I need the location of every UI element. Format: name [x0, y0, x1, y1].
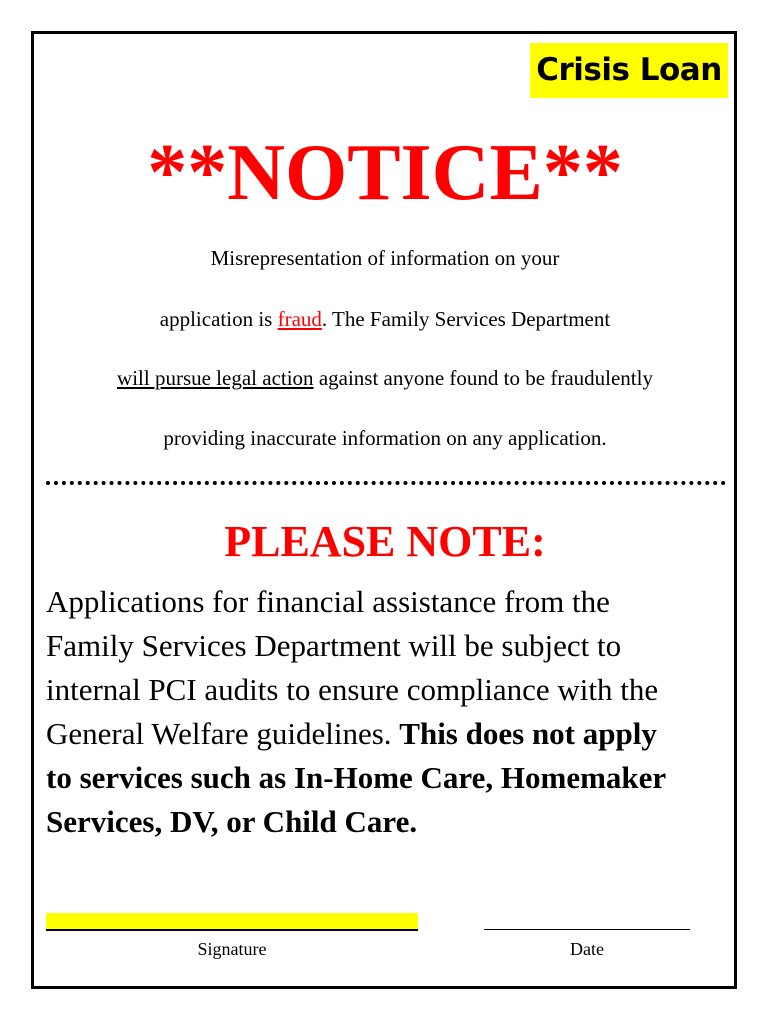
legal-action-phrase: will pursue legal action	[117, 366, 314, 390]
signature-label: Signature	[197, 939, 267, 959]
body-line-4-bold: This does not apply	[399, 716, 657, 751]
fraud-word: fraud	[277, 307, 322, 331]
notice-line-3-post: against anyone found to be fraudulently	[313, 366, 653, 390]
crisis-loan-tag: Crisis Loan	[530, 43, 728, 98]
body-line-2: Family Services Department will be subject to	[46, 628, 622, 663]
body-line-6	[46, 800, 726, 844]
notice-line-2	[0, 306, 770, 332]
date-line[interactable]	[484, 929, 690, 930]
please-note-heading: PLEASE NOTE:	[224, 517, 546, 566]
body-line-3: internal PCI audits to ensure compliance with the	[46, 672, 659, 707]
notice-line-1: Misrepresentation of information on your	[210, 246, 560, 270]
signature-line[interactable]	[46, 913, 418, 931]
body-line-1: Applications for financial assistance from the	[46, 584, 610, 619]
body-line-6-bold: Services, DV, or Child Care.	[46, 804, 418, 839]
body-line-4-normal: General Welfare guidelines.	[46, 716, 400, 751]
notice-line-4: providing inaccurate information on any application.	[163, 426, 607, 450]
body-line-4	[46, 712, 726, 756]
body-line-5-bold: to services such as In-Home Care, Homemaker	[46, 760, 667, 795]
date-label: Date	[570, 939, 604, 959]
notice-heading: **NOTICE**	[147, 129, 623, 217]
please-note-body	[46, 580, 726, 844]
notice-line-2-post: . The Family Services Department	[321, 307, 611, 331]
notice-line-2-pre: application is	[159, 307, 278, 331]
notice-line-3	[0, 365, 770, 391]
body-line-5	[46, 756, 726, 800]
dotted-divider	[46, 481, 726, 485]
